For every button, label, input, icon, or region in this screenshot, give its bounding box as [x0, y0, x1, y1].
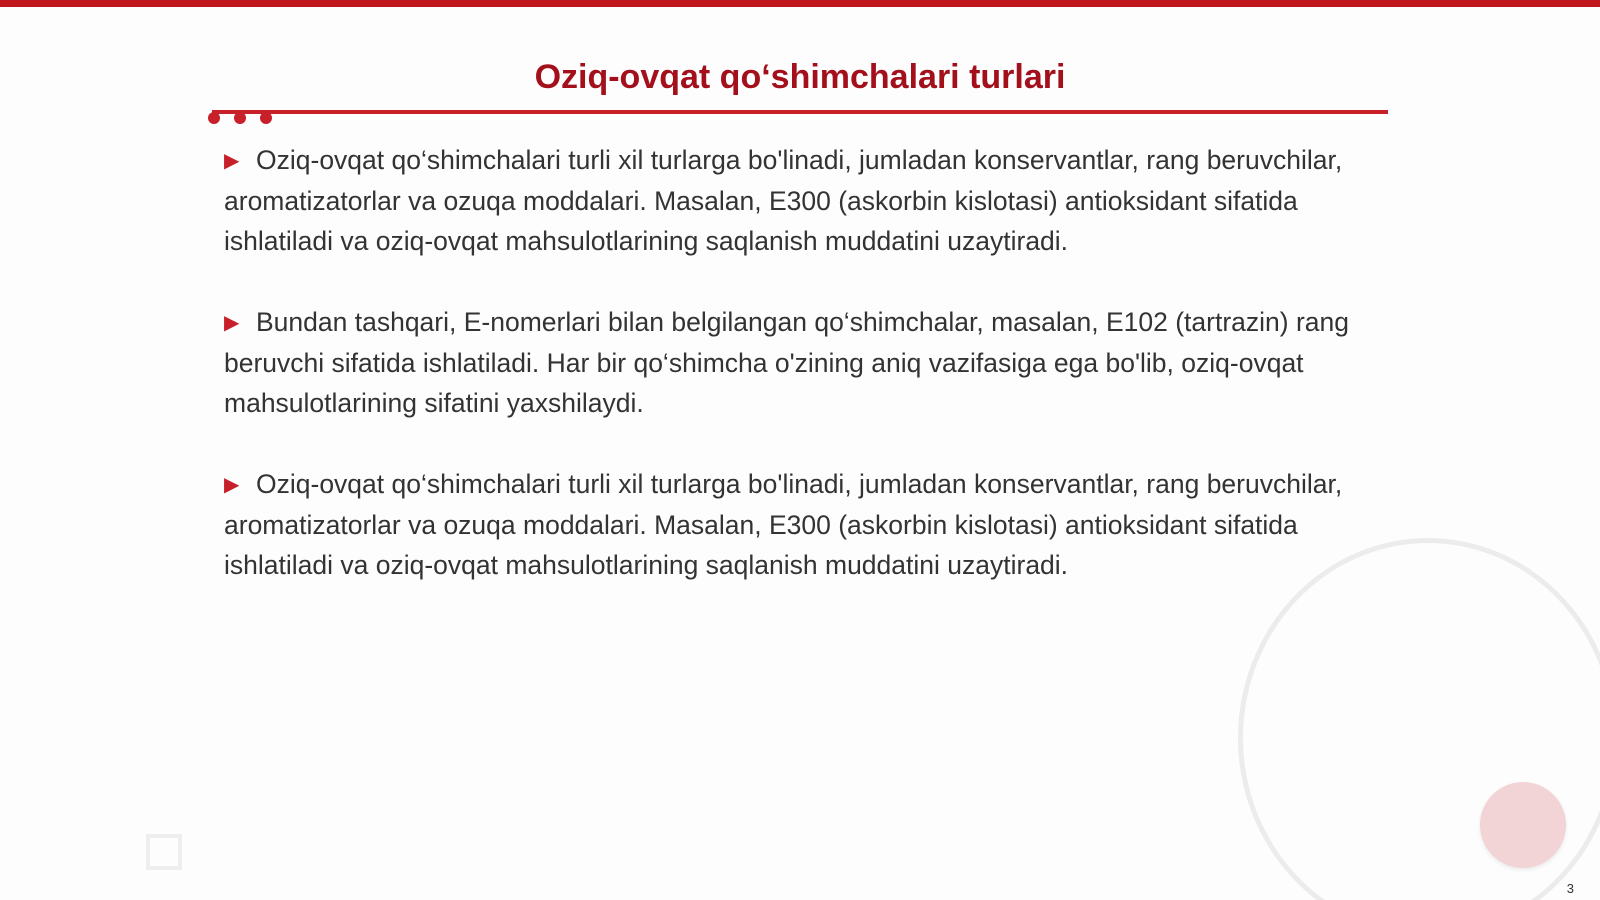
bullet-paragraph — [224, 140, 1369, 261]
paragraph-text: Oziq-ovqat qo‘shimchalari turli xil turlarga bo'linadi, jumladan konservantlar, rang beruvchilar, aromatizatorlar va ozuqa moddalari. Masalan, E300 (askorbin kislotasi) antioksidant sifatida ishlatiladi va oziq-ovqat mahsulotlarining saqlanish muddatini uzaytiradi. — [224, 145, 1343, 256]
slide-title: Oziq-ovqat qo‘shimchalari turlari — [534, 58, 1066, 96]
bullet-arrow-icon: ▶ — [224, 474, 240, 496]
paragraph-text: Bundan tashqari, E-nomerlari bilan belgilangan qo‘shimchalar, masalan, E102 (tartrazin) rang beruvchi sifatida ishlatiladi. Har bir qo‘shimcha o'zining aniq vazifasiga ega bo'lib, oziq-ovqat mahsulotlarining sifatini yaxshilaydi. — [224, 307, 1349, 418]
top-accent-bar — [0, 0, 1600, 7]
title-underline — [212, 110, 1388, 114]
decor-dot — [234, 112, 246, 124]
decor-dot — [208, 112, 220, 124]
paragraph-text: Oziq-ovqat qo‘shimchalari turli xil turlarga bo'linadi, jumladan konservantlar, rang beruvchilar, aromatizatorlar va ozuqa moddalari. Masalan, E300 (askorbin kislotasi) antioksidant sifatida ishlatiladi va oziq-ovqat mahsulotlarining saqlanish muddatini uzaytiradi. — [224, 469, 1343, 580]
bullet-arrow-icon: ▶ — [224, 312, 240, 334]
bullet-arrow-icon: ▶ — [224, 150, 240, 172]
page-number: 3 — [1566, 881, 1574, 896]
bullet-paragraph — [224, 464, 1369, 585]
decor-circle-pink — [1480, 782, 1566, 868]
bullet-list — [224, 140, 1369, 626]
decor-square — [146, 834, 182, 870]
decor-dot — [260, 112, 272, 124]
bullet-paragraph — [224, 302, 1369, 423]
